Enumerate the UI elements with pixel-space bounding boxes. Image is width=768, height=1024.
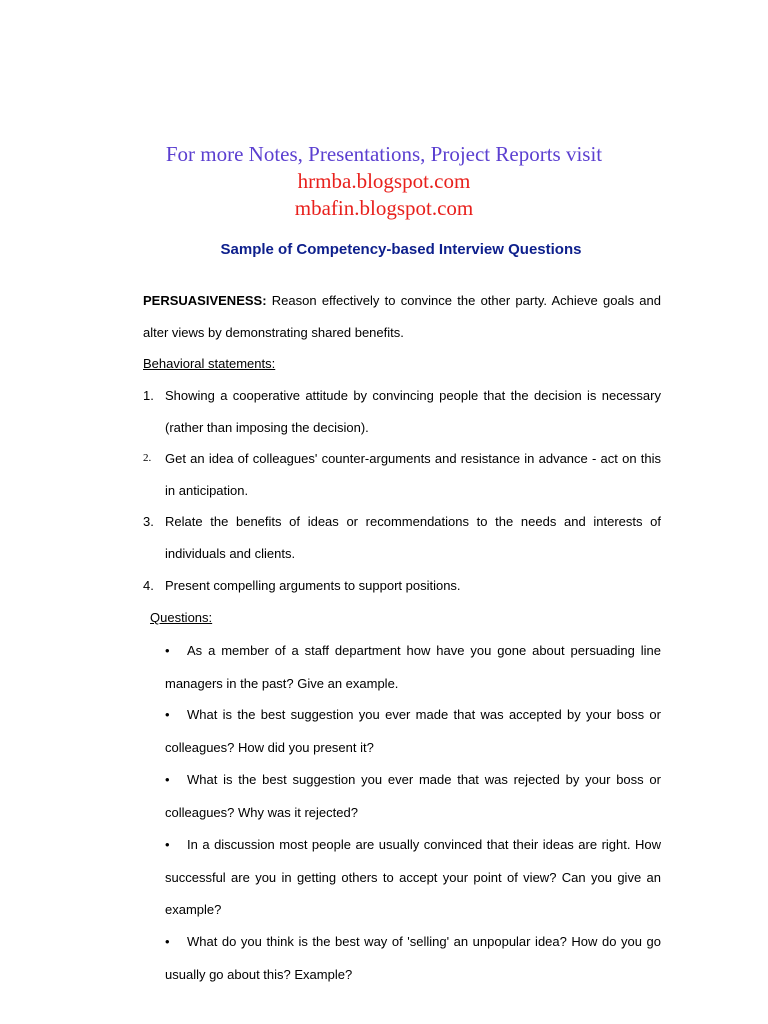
persuasiveness-definition [143, 285, 661, 348]
question-text: What do you think is the best way of 'selling' an unpopular idea? How do you go usually go about this? Example? [165, 934, 661, 982]
statement-text: Showing a cooperative attitude by convincing people that the decision is necessary (rather than imposing the decision). [165, 388, 661, 435]
promo-header [0, 141, 768, 222]
question-item [165, 635, 661, 700]
statement-number: 1. [143, 388, 154, 403]
statement-number: 2. [143, 452, 152, 464]
questions-label: Questions: [150, 610, 213, 625]
competency-term: PERSUASIVENESS: [143, 293, 267, 308]
statement-item [143, 443, 661, 506]
competency-definition: Reason effectively to convince the other party. Achieve goals and alter views by demonstrating shared benefits. [143, 293, 661, 340]
statement-item [143, 506, 661, 569]
question-text: As a member of a staff department how have you gone about persuading line managers in the past? Give an example. [165, 643, 661, 691]
question-item [165, 926, 661, 991]
question-text: What is the best suggestion you ever made that was accepted by your boss or colleagues? How did you present it? [165, 707, 661, 755]
question-item [165, 829, 661, 927]
question-item [165, 764, 661, 829]
statement-text: Present compelling arguments to support positions. [165, 578, 461, 593]
statement-text: Get an idea of colleagues' counter-arguments and resistance in advance - act on this in anticipation. [165, 451, 661, 498]
bullet-icon: • [165, 837, 170, 852]
statement-text: Relate the benefits of ideas or recommendations to the needs and interests of individuals and clients. [165, 514, 661, 561]
bullet-icon: • [165, 934, 170, 949]
question-text: In a discussion most people are usually convinced that their ideas are right. How successful are you in getting others to accept your point of view? Can you give an example? [165, 837, 661, 917]
promo-link-mbafin[interactable]: mbafin.blogspot.com [294, 196, 474, 220]
question-item [165, 699, 661, 764]
statement-number: 3. [143, 514, 154, 529]
statement-item [143, 380, 661, 443]
question-text: What is the best suggestion you ever made that was rejected by your boss or colleagues? Why was it rejected? [165, 772, 661, 820]
statement-item [143, 570, 661, 602]
bullet-icon: • [165, 707, 170, 722]
bullet-icon: • [165, 772, 170, 787]
bullet-icon: • [165, 643, 170, 658]
behavioral-statements-label: Behavioral statements: [143, 356, 276, 371]
promo-visit-line: For more Notes, Presentations, Project Reports visit [165, 142, 603, 166]
document-title: Sample of Competency-based Interview Questions [220, 241, 582, 258]
promo-link-hrmba[interactable]: hrmba.blogspot.com [297, 169, 471, 193]
statement-number: 4. [143, 578, 154, 593]
